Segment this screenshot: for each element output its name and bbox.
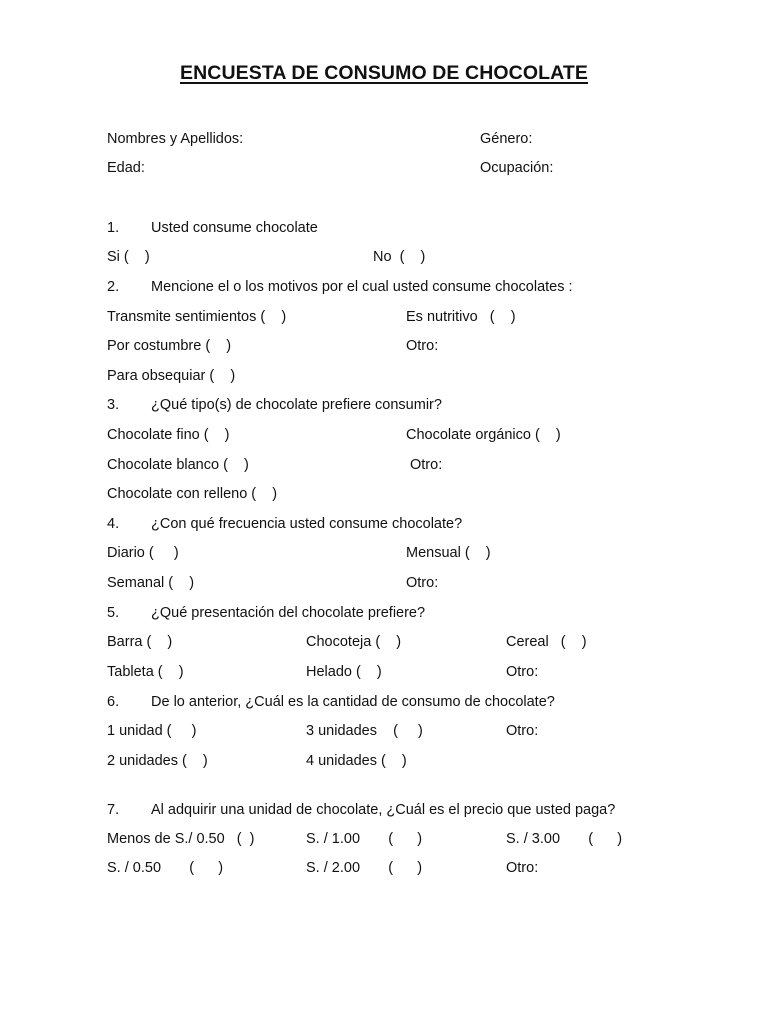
age-label: Edad: (107, 160, 145, 176)
answer-option: Otro: (506, 664, 539, 680)
question-number: 3. (107, 397, 120, 413)
answer-option: Mensual ( ) (406, 545, 491, 561)
answer-option: Chocolate fino ( ) (107, 427, 230, 443)
answer-option: Semanal ( ) (107, 575, 195, 591)
answer-option: Otro: (406, 338, 439, 354)
answer-option: S. / 0.50 ( ) (107, 860, 224, 876)
answer-option: Cereal ( ) (506, 634, 587, 650)
answer-option: S. / 2.00 ( ) (306, 860, 423, 876)
question-number: 5. (107, 605, 120, 621)
answer-option: Para obsequiar ( ) (107, 368, 236, 384)
question-text: De lo anterior, ¿Cuál es la cantidad de consumo de chocolate? (151, 694, 555, 710)
question-number: 6. (107, 694, 120, 710)
answer-option: Barra ( ) (107, 634, 173, 650)
question-text: ¿Qué tipo(s) de chocolate prefiere consumir? (151, 397, 442, 413)
question-text: Mencione el o los motivos por el cual usted consume chocolates : (151, 279, 573, 295)
answer-option: 3 unidades ( ) (306, 723, 423, 739)
survey-title: ENCUESTA DE CONSUMO DE CHOCOLATE (179, 62, 588, 84)
answer-option: Otro: (410, 457, 443, 473)
question-text: Al adquirir una unidad de chocolate, ¿Cuál es el precio que usted paga? (151, 802, 616, 818)
answer-option: Otro: (506, 723, 539, 739)
answer-option: Chocolate orgánico ( ) (406, 427, 561, 443)
answer-option: Otro: (506, 860, 539, 876)
question-number: 4. (107, 516, 120, 532)
answer-option: Transmite sentimientos ( ) (107, 309, 287, 325)
question-number: 7. (107, 802, 120, 818)
name-label: Nombres y Apellidos: (107, 131, 244, 147)
answer-option: Diario ( ) (107, 545, 179, 561)
answer-option: Por costumbre ( ) (107, 338, 232, 354)
answer-option: S. / 3.00 ( ) (506, 831, 623, 847)
question-text: ¿Qué presentación del chocolate prefiere? (151, 605, 426, 621)
answer-option: Otro: (406, 575, 439, 591)
answer-option: 4 unidades ( ) (306, 753, 407, 769)
answer-option: 2 unidades ( ) (107, 753, 208, 769)
question-text: Usted consume chocolate (151, 220, 318, 236)
answer-option: Chocolate blanco ( ) (107, 457, 249, 473)
answer-option: Es nutritivo ( ) (406, 309, 516, 325)
question-number: 2. (107, 279, 120, 295)
answer-option: S. / 1.00 ( ) (306, 831, 423, 847)
answer-option: Chocoteja ( ) (306, 634, 402, 650)
answer-option: 1 unidad ( ) (107, 723, 197, 739)
answer-option: Menos de S./ 0.50 ( ) (107, 831, 255, 847)
question-number: 1. (107, 220, 120, 236)
question-text: ¿Con qué frecuencia usted consume chocolate? (151, 516, 463, 532)
answer-option: Si ( ) (107, 249, 150, 265)
answer-option: Chocolate con relleno ( ) (107, 486, 278, 502)
answer-option: No ( ) (373, 249, 426, 265)
answer-option: Helado ( ) (306, 664, 382, 680)
occupation-label: Ocupación: (480, 160, 554, 176)
gender-label: Género: (480, 131, 533, 147)
answer-option: Tableta ( ) (107, 664, 184, 680)
